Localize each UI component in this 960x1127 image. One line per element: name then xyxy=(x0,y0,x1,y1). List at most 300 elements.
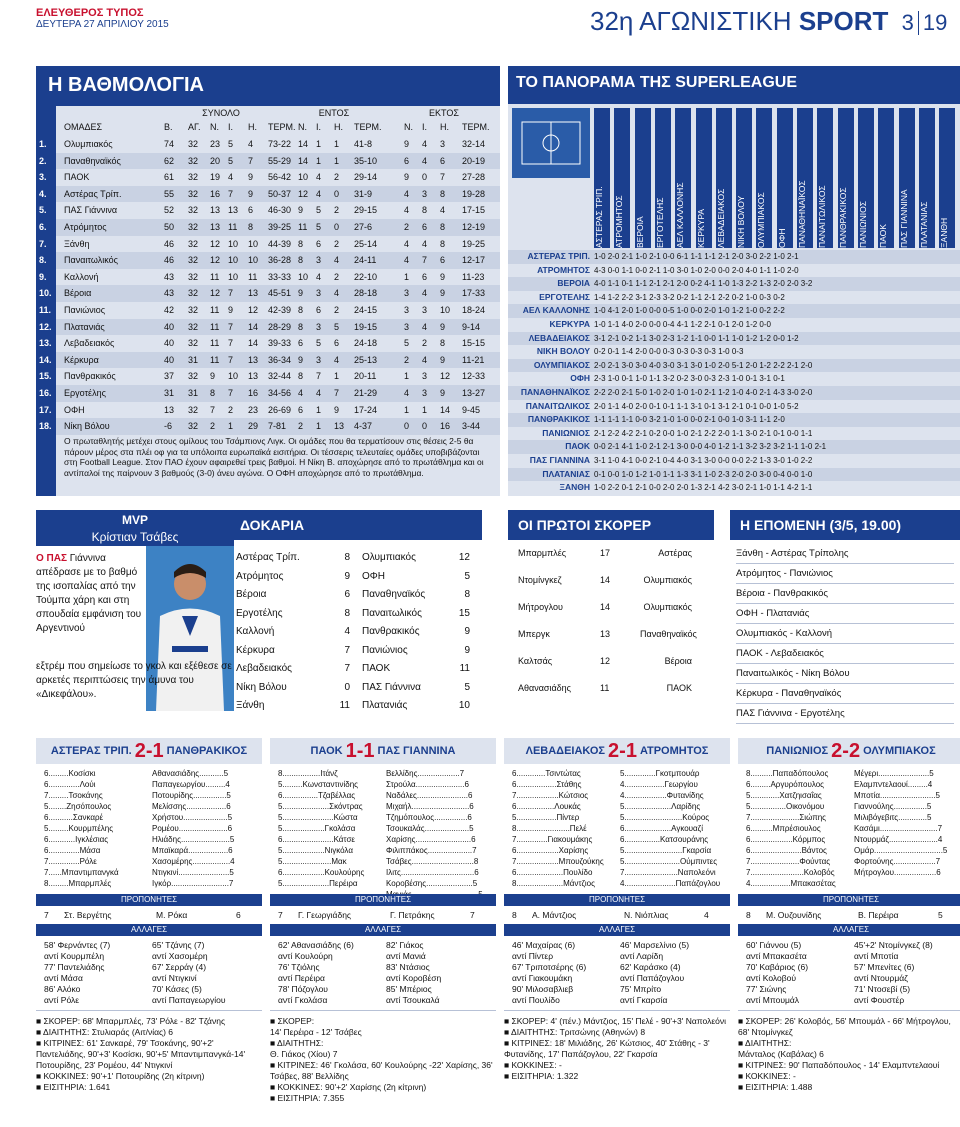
stat-cell: 9 xyxy=(248,188,254,199)
fact-line: ■ ΣΚΟΡΕΡ: 26' Κολοβός, 56' Μπουμάλ - 66' Μήτρογλου, 68' Ντομίνγκεζ xyxy=(738,1016,951,1037)
stat-cell: 9 xyxy=(440,354,446,365)
stat-cell: 12 xyxy=(210,238,221,249)
away-lineup xyxy=(386,768,483,900)
standings-row xyxy=(36,418,500,435)
panorama-results: 2-0 1-1 4-0 2-0 0-1 0-1 1-1 3-1 0-1 3-1 2-1 0-1 0-0 1-0 5-2 xyxy=(594,401,799,411)
stat-cell: 4 xyxy=(316,271,322,282)
stat-cell: 2 xyxy=(334,271,340,282)
panorama-col-label: ΛΕΒΑΔΕΙΑΚΟΣ xyxy=(715,188,726,248)
team-name: ΟΦΗ xyxy=(64,404,85,415)
stat-cell: 24-15 xyxy=(354,305,378,315)
dokaria-count: 11 xyxy=(459,663,470,674)
stat-cell: 8 xyxy=(422,205,428,216)
standings-col-header: ΤΕΡΜ. xyxy=(462,122,490,132)
away-coach: Γ. Πετράκης xyxy=(390,910,435,920)
stat-cell: 11 xyxy=(210,271,220,282)
stat-cell: 4 xyxy=(228,172,234,183)
panorama-col-header xyxy=(878,108,894,248)
next-fixture: Ολυμπιακός - Καλλονή xyxy=(736,624,954,644)
lineup-player: Ντουρμάζ......................4 xyxy=(854,835,943,844)
standings-row xyxy=(36,269,500,286)
stat-cell: 13 xyxy=(164,404,175,415)
match-header xyxy=(36,738,262,764)
stat-cell: 3 xyxy=(316,354,322,365)
stat-cell: 33-33 xyxy=(268,271,292,282)
stat-cell: 11-23 xyxy=(462,271,485,282)
panorama-results: 0-0 2-1 4-1 1-0 2-1 2-1 3-0 0-0 4-0 1-2 1-1 3-2 3-2 3-2 1-1 1-0 2-1 xyxy=(594,442,827,452)
coaches-header: ΠΡΟΠΟΝΗΤΕΣ xyxy=(36,894,262,906)
rank: 5. xyxy=(39,205,47,216)
lineup-player: Φιλιππάκος....................7 xyxy=(386,846,477,855)
lineup-player: 5..............Γκοτμπουάρ xyxy=(620,769,700,778)
panorama-results: 1-0 1-1 4-0 2-0 0-0 0-4 4-1 1-2 2-1 0-1 2-0 1-2 0-0 xyxy=(594,320,771,329)
stat-cell: 32 xyxy=(188,321,199,332)
match-box xyxy=(738,738,960,1122)
stat-cell: 6 xyxy=(440,155,446,166)
lineup-player: Στρούλα......................6 xyxy=(386,780,469,789)
lineup-player: 6.....................Πουλίδο xyxy=(512,868,593,877)
rank: 14. xyxy=(39,354,52,365)
stat-cell: 7 xyxy=(440,172,446,183)
stat-cell: 17-33 xyxy=(462,288,486,299)
rank: 10. xyxy=(39,288,52,299)
dokaria-count: 7 xyxy=(344,663,350,674)
lineup-player: Τσουκαλάς....................5 xyxy=(386,824,474,833)
stat-cell: 4 xyxy=(422,139,428,149)
lineup-player: 8.........Μπαρμπλές xyxy=(44,879,112,888)
lineup-player: Χασομέρης.................4 xyxy=(152,857,235,866)
stat-cell: 6 xyxy=(404,155,410,166)
team-name: Πανθρακικός xyxy=(64,371,116,382)
standings-row xyxy=(36,236,500,253)
team-name: Πλατανιάς xyxy=(64,321,105,332)
home-substitutions xyxy=(746,940,808,1006)
rank: 17. xyxy=(39,404,52,415)
panorama-col-header xyxy=(777,108,793,248)
panorama-row xyxy=(508,318,960,332)
match-box xyxy=(504,738,730,1122)
standings-row xyxy=(36,319,500,336)
panorama-col-header xyxy=(858,108,874,248)
standings-col-header: Β. xyxy=(164,122,173,132)
stat-cell: 9 xyxy=(440,288,446,299)
panorama-col-label: ΑΤΡΟΜΗΤΟΣ xyxy=(614,195,625,248)
scorer-name: Ντομίνγκεζ xyxy=(518,575,562,585)
panorama-results: 4-3 0-0 1-1 0-0 2-1 1-0 3-0 1-0 2-0 0-0 2-0 4-0 1-1 1-0 2-0 xyxy=(594,265,799,275)
lineup-player: Χρήστου....................5 xyxy=(152,813,233,822)
stat-cell: 19-28 xyxy=(462,188,486,199)
mvp-text xyxy=(36,552,146,636)
team-name: Πανιώνιος xyxy=(64,305,106,315)
coaches-header: ΠΡΟΠΟΝΗΤΕΣ xyxy=(738,894,960,906)
lineup-player: Κοροβέσης.....................5 xyxy=(386,879,478,888)
stat-cell: 8 xyxy=(248,222,254,232)
substitution: 62' Καράσκο (4) xyxy=(620,962,681,972)
dokaria-team: Λεβαδειακός xyxy=(236,663,292,674)
panorama-col-label: ΟΛΥΜΠΙΑΚΟΣ xyxy=(756,192,767,248)
fact-line: ■ ΔΙΑΙΤΗΤΗΣ: Στυλιαράς (Αιτ/νίας) 6 xyxy=(36,1027,174,1037)
stat-cell: 32 xyxy=(188,139,199,149)
stat-cell: 9 xyxy=(228,305,234,315)
lineup-player: 6...................Κουλούρης xyxy=(278,868,365,877)
lineup-player: Ομάρ...............................5 xyxy=(854,846,948,855)
stat-cell: 2 xyxy=(210,421,216,432)
away-lineup xyxy=(854,768,947,878)
substitution: 46' Μαρσελίνιο (5) xyxy=(620,940,690,950)
stat-cell: 37 xyxy=(164,371,175,382)
match-score: 2-1 xyxy=(608,740,637,763)
fact-line: ■ ΚΙΤΡΙΝΕΣ: 90' Παπαδόπουλος - 14' Ελαμπντελαουί xyxy=(738,1060,940,1070)
stat-cell: 46 xyxy=(164,238,175,249)
stat-cell: 25-14 xyxy=(354,238,378,249)
dokaria-team: Παναιτωλικός xyxy=(362,607,422,619)
coaches-header: ΠΡΟΠΟΝΗΤΕΣ xyxy=(504,894,730,906)
coach-rating: 8 xyxy=(746,910,751,920)
substitution: αντί Παπαγεωργίου xyxy=(152,995,226,1005)
stat-cell: 10 xyxy=(440,305,451,315)
stat-cell: 19-25 xyxy=(462,238,486,249)
stat-cell: 0 xyxy=(334,222,340,232)
fact-line: ■ ΕΙΣΙΤΗΡΙΑ: 7.355 xyxy=(270,1093,345,1103)
dokaria-count: 8 xyxy=(464,589,470,600)
stat-cell: 3 xyxy=(422,188,428,199)
stat-cell: 3 xyxy=(316,288,322,299)
lineup-player: Ηλιάδης......................5 xyxy=(152,835,235,844)
dokaria-count: 9 xyxy=(464,626,470,637)
match-score: 2-1 xyxy=(134,740,164,763)
panorama-col-header xyxy=(817,108,833,248)
lineup-player: Ρομέου......................6 xyxy=(152,824,233,833)
stat-cell: 8 xyxy=(298,321,304,332)
substitution: 45'+2' Ντομίνγκεζ (8) xyxy=(854,940,933,950)
stat-cell: 20 xyxy=(210,155,221,166)
substitution: αντί Κουρμπέλη xyxy=(44,951,105,961)
stat-cell: 6 xyxy=(422,222,428,232)
stat-cell: 3 xyxy=(316,321,322,332)
scorer-name: Αθανασιάδης xyxy=(518,683,572,693)
lineup-player: 4...................Φυτανίδης xyxy=(620,791,704,800)
substitution: 77' Σιώνης xyxy=(746,984,787,994)
panorama-results: 3-1 2-1 0-2 1-1 3-0 2-3 1-2 1-1 0-0 1-1 1-0 1-2 1-2 0-0 1-2 xyxy=(594,333,799,343)
stat-cell: 27-28 xyxy=(462,172,486,183)
panorama-col-label: ΠΑΝΑΘΗΝΑΪΚΟΣ xyxy=(797,180,807,248)
mvp-label: MVP xyxy=(121,513,148,527)
dokaria-count: 5 xyxy=(464,570,470,582)
stat-cell: 24-18 xyxy=(354,338,378,349)
scorer-name: Μήτρογλου xyxy=(518,602,563,612)
substitution: 90' Μιλοσαβλιεβ xyxy=(512,984,574,994)
scorer-team: Ολυμπιακός xyxy=(643,602,692,612)
stat-cell: 2 xyxy=(334,205,340,216)
dokaria-team: Αστέρας Τρίπ. xyxy=(236,552,300,563)
stat-cell: 7 xyxy=(210,404,216,415)
panorama-team: ΞΑΝΘΗ xyxy=(559,482,590,493)
stat-cell: 10 xyxy=(298,172,309,183)
stat-cell: 7 xyxy=(228,288,234,299)
dokaria-count: 7 xyxy=(344,644,350,656)
stat-cell: 23 xyxy=(210,139,221,149)
stat-cell: 4 xyxy=(422,238,428,249)
fact-line: ■ ΚΟΚΚΙΝΕΣ: 90'+1' Ποτουρίδης (2η κίτρινη) xyxy=(36,1071,205,1081)
away-coach: Β. Περέιρα xyxy=(858,910,899,920)
lineup-player: 6..............Λούι xyxy=(44,780,96,789)
panorama-results: 2-2 2-0 2-1 5-0 1-0 2-0 1-0 1-0 2-1 1-2 1-0 4-0 2-1 4-3 3-0 2-0 xyxy=(594,388,813,397)
substitution: αντί Πίντερ xyxy=(512,951,554,961)
lineup-player: 8........................Πελέ xyxy=(512,824,587,833)
standings-row xyxy=(36,153,500,170)
stat-cell: 1 xyxy=(334,371,340,382)
panorama-col-header xyxy=(939,108,955,248)
standings-col-header: Η. xyxy=(248,122,257,132)
stat-cell: 12-33 xyxy=(462,371,486,382)
home-lineup xyxy=(746,768,836,889)
substitution: 86' Αλόκο xyxy=(44,984,81,994)
stat-cell: 19-15 xyxy=(354,321,378,332)
match-box xyxy=(270,738,496,1122)
match-score: 2-2 xyxy=(831,740,861,763)
dokaria-team: Πανθρακικός xyxy=(362,626,420,637)
away-substitutions xyxy=(620,940,689,1006)
lineup-player: 6.........Αργυρόπουλος xyxy=(746,780,825,789)
panorama-results: 2-0 2-1 3-0 3-0 4-0 3-0 3-1 3-0 1-0 2-0 5-1 2-0 1-2 2-2 2-1 2-0 xyxy=(594,360,813,370)
panorama-results: 3-1 1-0 4-1 0-0 2-1 0-4 4-0 3-1 3-0 0-0 0-0 2-2 1-3 3-0 1-0 2-2 xyxy=(594,456,813,465)
lineup-player: 5.........Κουρμπέλης xyxy=(44,824,114,833)
panorama-col-label: ΠΑΝΙΩΝΙΟΣ xyxy=(857,200,868,248)
lineup-player: 7.........Τσοκάνης xyxy=(44,791,103,800)
stat-cell: 4 xyxy=(404,238,410,249)
stat-cell: 1 xyxy=(316,404,322,415)
next-fixture: Ατρόμητος - Πανιώνιος xyxy=(736,564,954,584)
stat-cell: 5 xyxy=(404,338,410,349)
next-fixture: Ξάνθη - Αστέρας Τρίπολης xyxy=(736,544,954,564)
stat-cell: 32 xyxy=(188,172,199,183)
fact-line: ■ ΕΙΣΙΤΗΡΙΑ: 1.488 xyxy=(738,1082,813,1092)
stat-cell: 31-9 xyxy=(354,188,373,199)
stat-cell: 62 xyxy=(164,155,175,166)
panorama-col-label: ΑΕΛ ΚΑΛΛΟΝΗΣ xyxy=(675,182,686,248)
rank: 18. xyxy=(39,421,52,432)
lineup-player: 6................Τζαβέλλας xyxy=(278,791,356,800)
stat-cell: 55 xyxy=(164,188,175,199)
team-name: Αστέρας Τρίπ. xyxy=(64,188,122,199)
substitutions-header: ΑΛΛΑΓΕΣ xyxy=(738,924,960,936)
stat-cell: 12-19 xyxy=(462,222,486,232)
stat-cell: 56-42 xyxy=(268,172,292,183)
team-name: Εργοτέλης xyxy=(64,388,106,398)
stat-cell: 9 xyxy=(248,172,254,183)
away-substitutions xyxy=(854,940,933,1006)
dokaria-team: ΠΑΣ Γιάννινα xyxy=(362,681,421,693)
standings-row xyxy=(36,186,500,203)
stat-cell: 28-18 xyxy=(354,288,378,299)
stat-cell: 11-21 xyxy=(462,354,485,365)
away-team: ΟΛΥΜΠΙΑΚΟΣ xyxy=(863,745,936,757)
dokaria-count: 6 xyxy=(344,589,350,600)
panorama-row xyxy=(508,427,960,441)
stat-cell: 32-44 xyxy=(268,371,292,382)
standings-table xyxy=(36,66,500,496)
dokaria-team: Ατρόμητος xyxy=(236,570,284,582)
stat-cell: 42-39 xyxy=(268,305,292,315)
stat-cell: 3 xyxy=(422,388,428,398)
team-name: Ολυμπιακός xyxy=(64,139,113,149)
panorama-row xyxy=(508,250,960,264)
lineup-player: Ναδάλες.......................6 xyxy=(386,791,473,800)
team-name: Παναιτωλικός xyxy=(64,255,118,266)
rank: 7. xyxy=(39,238,47,249)
stat-cell: 23 xyxy=(248,404,259,415)
stat-cell: 8 xyxy=(298,238,304,249)
substitution: αντί Γκολάσα xyxy=(278,995,328,1005)
home-coach: Μ. Ουζουνίδης xyxy=(766,910,822,920)
stat-cell: 14 xyxy=(248,321,259,332)
substitution: αντί Κοροβέση xyxy=(386,973,442,983)
fact-line: ■ ΚΙΤΡΙΝΕΣ: 61' Σανκαρέ, 79' Τσοκάνης, 90'+2' Παντελιάδης, 90'+3' Κοσίσκι, 90'+5' Μπαντιμπανγκά-14' Ποτουρίδης, 23' Ρομέου, 44' Ντιγκινί xyxy=(36,1038,246,1070)
lineup-player: Ελαμπντελαουί.........4 xyxy=(854,780,933,789)
stat-cell: 7 xyxy=(228,188,234,199)
match-score: 1-1 xyxy=(345,740,375,763)
panorama-col-label: ΚΕΡΚΥΡΑ xyxy=(695,208,706,248)
stat-cell: 43 xyxy=(164,288,175,299)
stat-cell: 1 xyxy=(228,421,234,432)
stat-cell: 9 xyxy=(334,404,340,415)
stat-cell: 4 xyxy=(334,354,340,365)
stat-cell: 1 xyxy=(316,155,322,166)
masthead xyxy=(36,8,169,30)
dokaria-count: 10 xyxy=(458,700,470,711)
stat-cell: 27-6 xyxy=(354,222,373,232)
panorama-row xyxy=(508,413,960,427)
lineup-player: 6.........Κοσίσκι xyxy=(44,769,96,778)
stat-cell: 7 xyxy=(228,321,234,332)
stat-cell: 1 xyxy=(404,404,410,415)
away-team: ΠΑΣ ΓΙΑΝΝΙΝΑ xyxy=(377,745,456,757)
substitution: αντί Μποτία xyxy=(854,951,899,961)
panorama-col-label: ΕΡΓΟΤΕΛΗΣ xyxy=(654,197,665,248)
dokaria-team: Νίκη Βόλου xyxy=(236,681,287,693)
standings-col-header: ΟΜΑΔΕΣ xyxy=(64,122,103,132)
lineup-player: 7......................Σιώπης xyxy=(746,813,827,822)
stat-cell: 9 xyxy=(404,172,410,183)
dokaria-title: ΔΟΚΑΡΙΑ xyxy=(230,510,482,540)
away-team: ΑΤΡΟΜΗΤΟΣ xyxy=(639,745,709,757)
panorama-results: 1-0 2-0 2-1 1-0 2-1 0-0 6-1 1-1 1-1 2-1 2-0 3-0 2-2 1-0 2-1 xyxy=(594,252,799,261)
home-team: ΠΑΟΚ xyxy=(310,745,343,757)
stat-cell: 8 xyxy=(440,338,446,349)
page-number-a: 3 xyxy=(901,10,914,35)
stat-cell: 7 xyxy=(248,155,254,166)
stat-cell: 8 xyxy=(440,222,446,232)
rank: 6. xyxy=(39,222,47,232)
next-fixture: Βέροια - Πανθρακικός xyxy=(736,584,954,604)
standings-col-header: Η. xyxy=(440,122,449,132)
stat-cell: 12 xyxy=(298,188,309,199)
scorer-team: Βέροια xyxy=(664,656,692,666)
coach-rating: 5 xyxy=(938,910,943,920)
dokaria-count: 8 xyxy=(344,607,350,619)
lineup-player: Βελλίδης...................7 xyxy=(386,769,465,778)
scorer-name: Καλτσάς xyxy=(518,656,553,666)
stat-cell: 12 xyxy=(210,288,221,299)
stat-cell: 13 xyxy=(210,205,221,216)
substitution: αντί Τσουκαλά xyxy=(386,995,440,1005)
fact-line: ■ ΔΙΑΙΤΗΤΗΣ: xyxy=(270,1038,324,1048)
dokaria-team: Πλατανιάς xyxy=(362,700,408,711)
stat-cell: 20-19 xyxy=(462,155,486,166)
lineup-player: 8..........Παπαδόπουλος xyxy=(746,769,829,778)
lineup-player: 6..........Μπρέσιουλος xyxy=(746,824,821,833)
lineup-player: 5......................Μακ xyxy=(278,857,347,866)
stat-cell: 10 xyxy=(228,371,239,382)
stat-cell: 7-81 xyxy=(268,421,287,432)
stat-cell: 36-34 xyxy=(268,354,292,365)
panorama-row xyxy=(508,332,960,346)
stat-cell: 7 xyxy=(334,388,340,398)
scorers-title: ΟΙ ΠΡΩΤΟΙ ΣΚΟΡΕΡ xyxy=(508,510,714,540)
panorama-col-label: ΠΑΝΘΡΑΚΙΚΟΣ xyxy=(837,187,848,248)
fact-line: ■ ΚΟΚΚΙΝΕΣ: 90'+2' Χαρίσης (2η κίτρινη) xyxy=(270,1082,427,1092)
panorama-row xyxy=(508,386,960,400)
match-facts xyxy=(504,1016,730,1082)
panorama-col-label: ΟΦΗ xyxy=(776,228,787,248)
panorama-team: ΟΦΗ xyxy=(570,373,590,384)
lineup-player: 7..............Γιακουμάκης xyxy=(512,835,593,844)
stat-cell: 14 xyxy=(440,404,451,415)
stat-cell: 21-29 xyxy=(354,388,378,398)
panorama-col-header xyxy=(655,108,671,248)
dokaria-count: 11 xyxy=(339,700,350,711)
fact-line: ■ ΚΟΚΚΙΝΕΣ: - xyxy=(738,1071,796,1081)
fact-line: ■ ΔΙΑΙΤΗΤΗΣ: xyxy=(738,1038,792,1048)
dokaria-count: 9 xyxy=(464,644,470,656)
stat-cell: 2 xyxy=(404,354,410,365)
lineup-player: Κασάμι..........................7 xyxy=(854,824,943,833)
standings-col-header: Ν. xyxy=(404,122,413,132)
lineup-player: 6...........Σανκαρέ xyxy=(44,813,104,822)
panorama-team: ΠΑΟΚ xyxy=(565,441,590,452)
scorer-goals: 14 xyxy=(600,575,611,585)
stat-cell: 42 xyxy=(164,305,175,315)
standings-row xyxy=(36,202,500,219)
team-name: Ξάνθη xyxy=(64,238,90,249)
away-coach: Ν. Νιόπλιας xyxy=(624,910,669,920)
lineup-player: Αθανασιάδης...........5 xyxy=(152,769,229,778)
stat-cell: 9 xyxy=(440,388,446,398)
away-coach: Μ. Ρόκα xyxy=(156,910,188,920)
lineup-player: 7........................Ναπολεόνι xyxy=(620,868,716,877)
stat-cell: 32 xyxy=(188,188,199,199)
stat-cell: 9 xyxy=(404,139,410,149)
coach-rating: 6 xyxy=(236,910,241,920)
next-fixture: Παναιτωλικός - Νίκη Βόλου xyxy=(736,664,954,684)
stat-cell: 32-14 xyxy=(462,139,486,149)
fact-line: Μάνταλος (Καβάλας) 6 xyxy=(738,1049,824,1059)
lineup-player: 5.........Κωνσταντινίδης xyxy=(278,780,359,789)
stat-cell: 4 xyxy=(422,155,428,166)
lineup-player: 8.................Ιτάνζ xyxy=(278,769,338,778)
substitution: αντί Φουστέρ xyxy=(854,995,905,1005)
substitution: αντί Κολοβού xyxy=(746,973,797,983)
panorama-col-label: ΞΑΝΘΗ xyxy=(939,217,950,248)
panorama-col-label: ΠΑΣ ΓΙΑΝΝΙΝΑ xyxy=(898,189,909,248)
lineup-player: 5...................Νιγκόλα xyxy=(278,846,353,855)
stat-cell: 34-56 xyxy=(268,388,292,398)
substitution: αντί Μπουμάλ xyxy=(746,995,800,1005)
substitution: αντί Μπακασέτα xyxy=(746,951,807,961)
stat-cell: 13-27 xyxy=(462,388,486,398)
stat-cell: 5 xyxy=(228,155,234,166)
stat-cell: 1 xyxy=(404,271,410,282)
